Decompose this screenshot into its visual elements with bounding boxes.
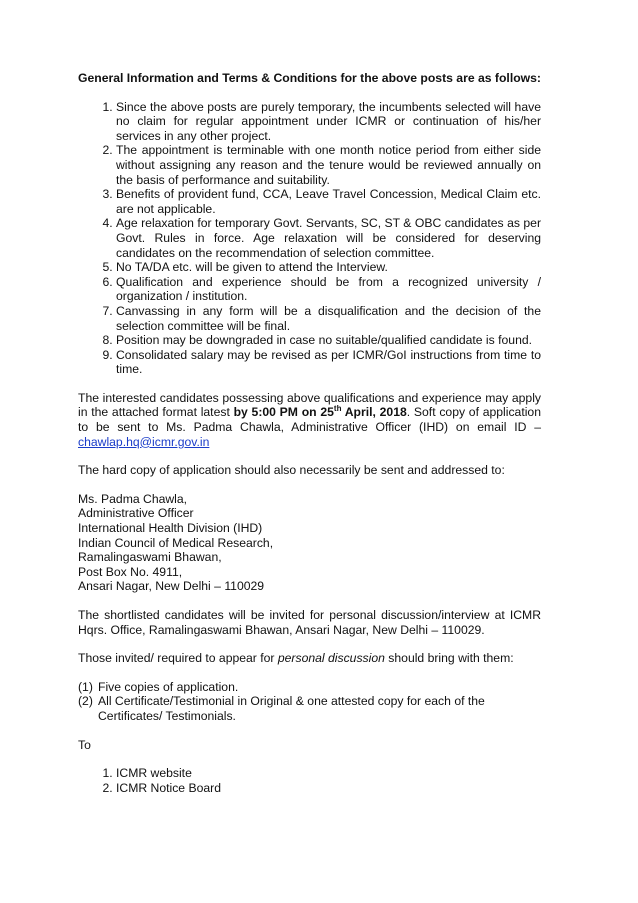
terms-item-9: 9. Consolidated salary may be revised as per ICMR/GoI instructions from time to time. — [116, 348, 541, 377]
postal-address — [78, 492, 541, 594]
bring-item-number: (2) — [78, 694, 93, 709]
terms-item-7: 7. Canvassing in any form will be a disqualification and the decision of the selection committee will be final. — [116, 304, 541, 333]
bring-item-text: Five copies of application. — [98, 679, 239, 694]
address-line: Ramalingaswami Bhawan, — [78, 550, 222, 565]
invited-paragraph — [78, 651, 541, 666]
bring-item-text: All Certificate/Testimonial in Original & one attested copy for each of the Certificates/ Testimonials. — [98, 694, 485, 723]
invited-text-2: should bring with them: — [384, 651, 514, 666]
terms-item-4: 4. Age relaxation for temporary Govt. Servants, SC, ST & OBC candidates as per Govt. Rules in force. Age relaxation will be considered for deserving candidates on the recommendation of selection committee. — [116, 216, 541, 260]
distribution-list — [78, 766, 541, 795]
bring-list — [78, 680, 541, 724]
terms-heading: General Information and Terms & Conditions for the above posts are as follows: — [78, 71, 541, 85]
address-line: Ansari Nagar, New Delhi – 110029 — [78, 579, 265, 594]
address-line: Post Box No. 4911, — [78, 564, 183, 579]
application-paragraph — [78, 391, 541, 449]
deadline-ordinal: th — [333, 404, 342, 414]
terms-item-3: 3. Benefits of provident fund, CCA, Leave Travel Concession, Medical Claim etc. are not applicable. — [116, 187, 541, 216]
terms-item-6: 6. Qualification and experience should be from a recognized university / organization / institution. — [116, 275, 541, 304]
bring-item-number: (1) — [78, 679, 93, 694]
shortlisted-paragraph: The shortlisted candidates will be invited for personal discussion/interview at ICMR Hqrs. Office, Ramalingaswami Bhawan, Ansari Nagar, New Delhi – 110029. — [78, 608, 541, 637]
address-line: Indian Council of Medical Research, — [78, 535, 274, 550]
application-text-1: The interested candidates possessing above qualifications and experience may apply in the attached format latest — [78, 390, 541, 420]
bring-item — [78, 680, 541, 695]
application-text-2: . Soft copy of application to be sent to Ms. Padma Chawla, Administrative Officer (IHD) on email ID – — [78, 405, 541, 435]
hardcopy-paragraph: The hard copy of application should also necessarily be sent and addressed to: — [78, 463, 505, 478]
bring-item — [78, 694, 541, 723]
deadline-date: by 5:00 PM on 25 — [233, 405, 334, 420]
address-line: International Health Division (IHD) — [78, 521, 263, 536]
terms-list — [78, 100, 541, 377]
terms-item-2: 2. The appointment is terminable with one month notice period from either side without assigning any reason and the tenure would be reviewed annually on the basis of performance and suitability. — [116, 143, 541, 187]
deadline-month: April, 2018 — [341, 405, 407, 420]
invited-text-1: Those invited/ required to appear for — [78, 651, 278, 666]
distribution-item: 2. ICMR Notice Board — [116, 781, 541, 796]
invited-italic: personal discussion — [277, 651, 385, 666]
terms-item-8: 8. Position may be downgraded in case no suitable/qualified candidate is found. — [116, 333, 541, 348]
terms-item-5: 5. No TA/DA etc. will be given to attend the Interview. — [116, 260, 541, 275]
application-deadline — [234, 405, 407, 419]
contact-email-link[interactable]: chawlap.hq@icmr.gov.in — [78, 434, 210, 449]
document-page — [78, 71, 541, 795]
distribution-item: 1. ICMR website — [116, 766, 541, 781]
to-label: To — [78, 737, 91, 752]
address-line: Administrative Officer — [78, 506, 194, 521]
terms-item-1: 1. Since the above posts are purely temporary, the incumbents selected will have no claim for regular appointment under ICMR or continuation of his/her services in any other project. — [116, 100, 541, 144]
address-line: Ms. Padma Chawla, — [78, 491, 188, 506]
